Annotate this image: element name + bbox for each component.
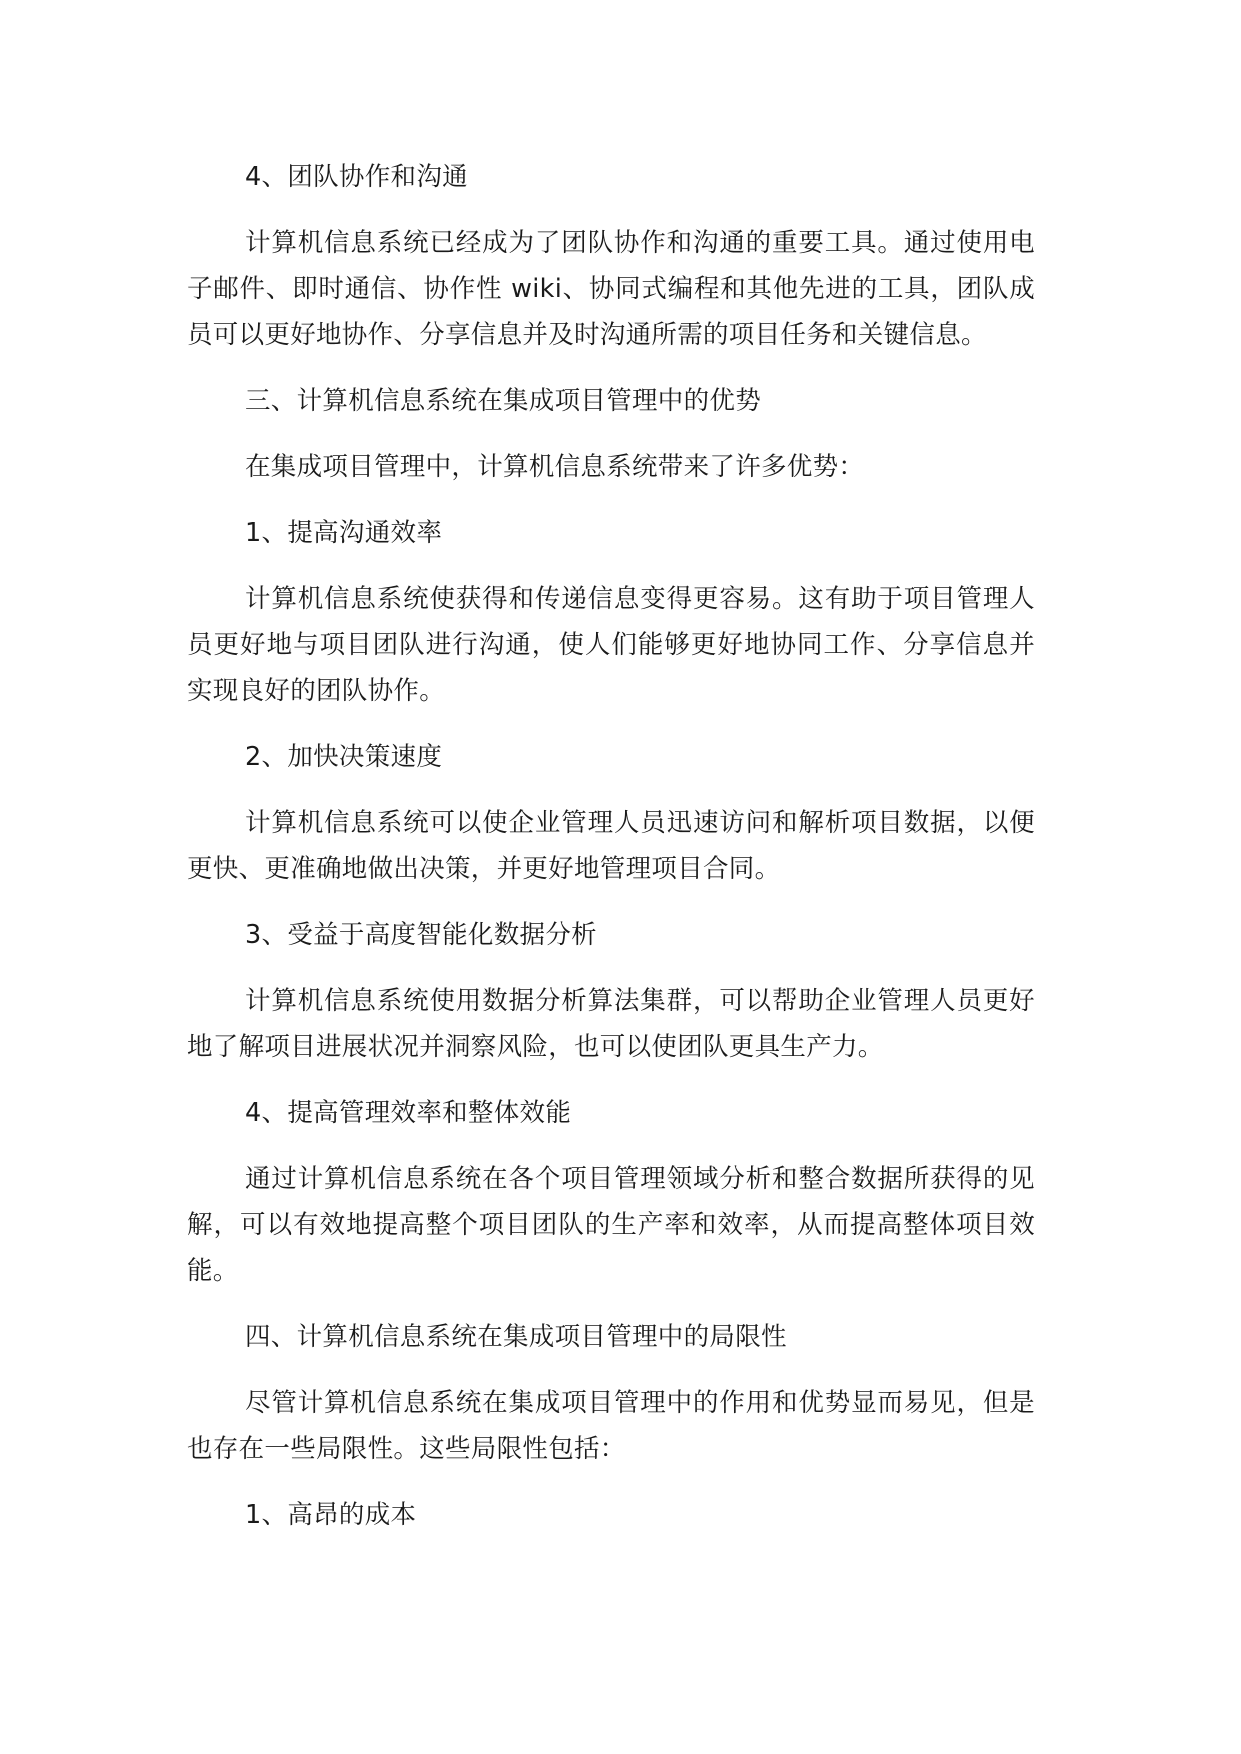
document-body — [187, 154, 1035, 1558]
section-heading-team-collaboration: 4、团队协作和沟通 — [245, 162, 468, 192]
paragraph-advantages-intro: 在集成项目管理中，计算机信息系统带来了许多优势： — [245, 452, 865, 482]
section-heading-communication-efficiency: 1、提高沟通效率 — [245, 518, 443, 548]
chapter-heading-limitations: 四、计算机信息系统在集成项目管理中的局限性 — [245, 1322, 787, 1352]
section-heading-decision-speed: 2、加快决策速度 — [245, 742, 443, 772]
section-heading-data-analysis: 3、受益于高度智能化数据分析 — [245, 920, 597, 950]
paragraph-management-efficiency: 通过计算机信息系统在各个项目管理领域分析和整合数据所获得的见解，可以有效地提高整个项目团队的生产率和效率，从而提高整体项目效能。 — [187, 1164, 1035, 1286]
paragraph-communication-efficiency: 计算机信息系统使获得和传递信息变得更容易。这有助于项目管理人员更好地与项目团队进行沟通，使人们能够更好地协同工作、分享信息并实现良好的团队协作。 — [187, 584, 1035, 706]
paragraph-team-collaboration: 计算机信息系统已经成为了团队协作和沟通的重要工具。通过使用电子邮件、即时通信、协作性 wiki、协同式编程和其他先进的工具，团队成员可以更好地协作、分享信息并及时沟通所需的项目任务和关键信息。 — [187, 228, 1035, 350]
section-heading-high-cost: 1、高昂的成本 — [245, 1500, 417, 1530]
section-heading-management-efficiency: 4、提高管理效率和整体效能 — [245, 1098, 572, 1128]
paragraph-data-analysis: 计算机信息系统使用数据分析算法集群，可以帮助企业管理人员更好地了解项目进展状况并洞察风险，也可以使团队更具生产力。 — [187, 986, 1035, 1062]
paragraph-decision-speed: 计算机信息系统可以使企业管理人员迅速访问和解析项目数据，以便更快、更准确地做出决策，并更好地管理项目合同。 — [187, 808, 1035, 884]
chapter-heading-advantages: 三、计算机信息系统在集成项目管理中的优势 — [245, 386, 762, 416]
paragraph-limitations-intro: 尽管计算机信息系统在集成项目管理中的作用和优势显而易见，但是也存在一些局限性。这些局限性包括： — [187, 1388, 1035, 1464]
